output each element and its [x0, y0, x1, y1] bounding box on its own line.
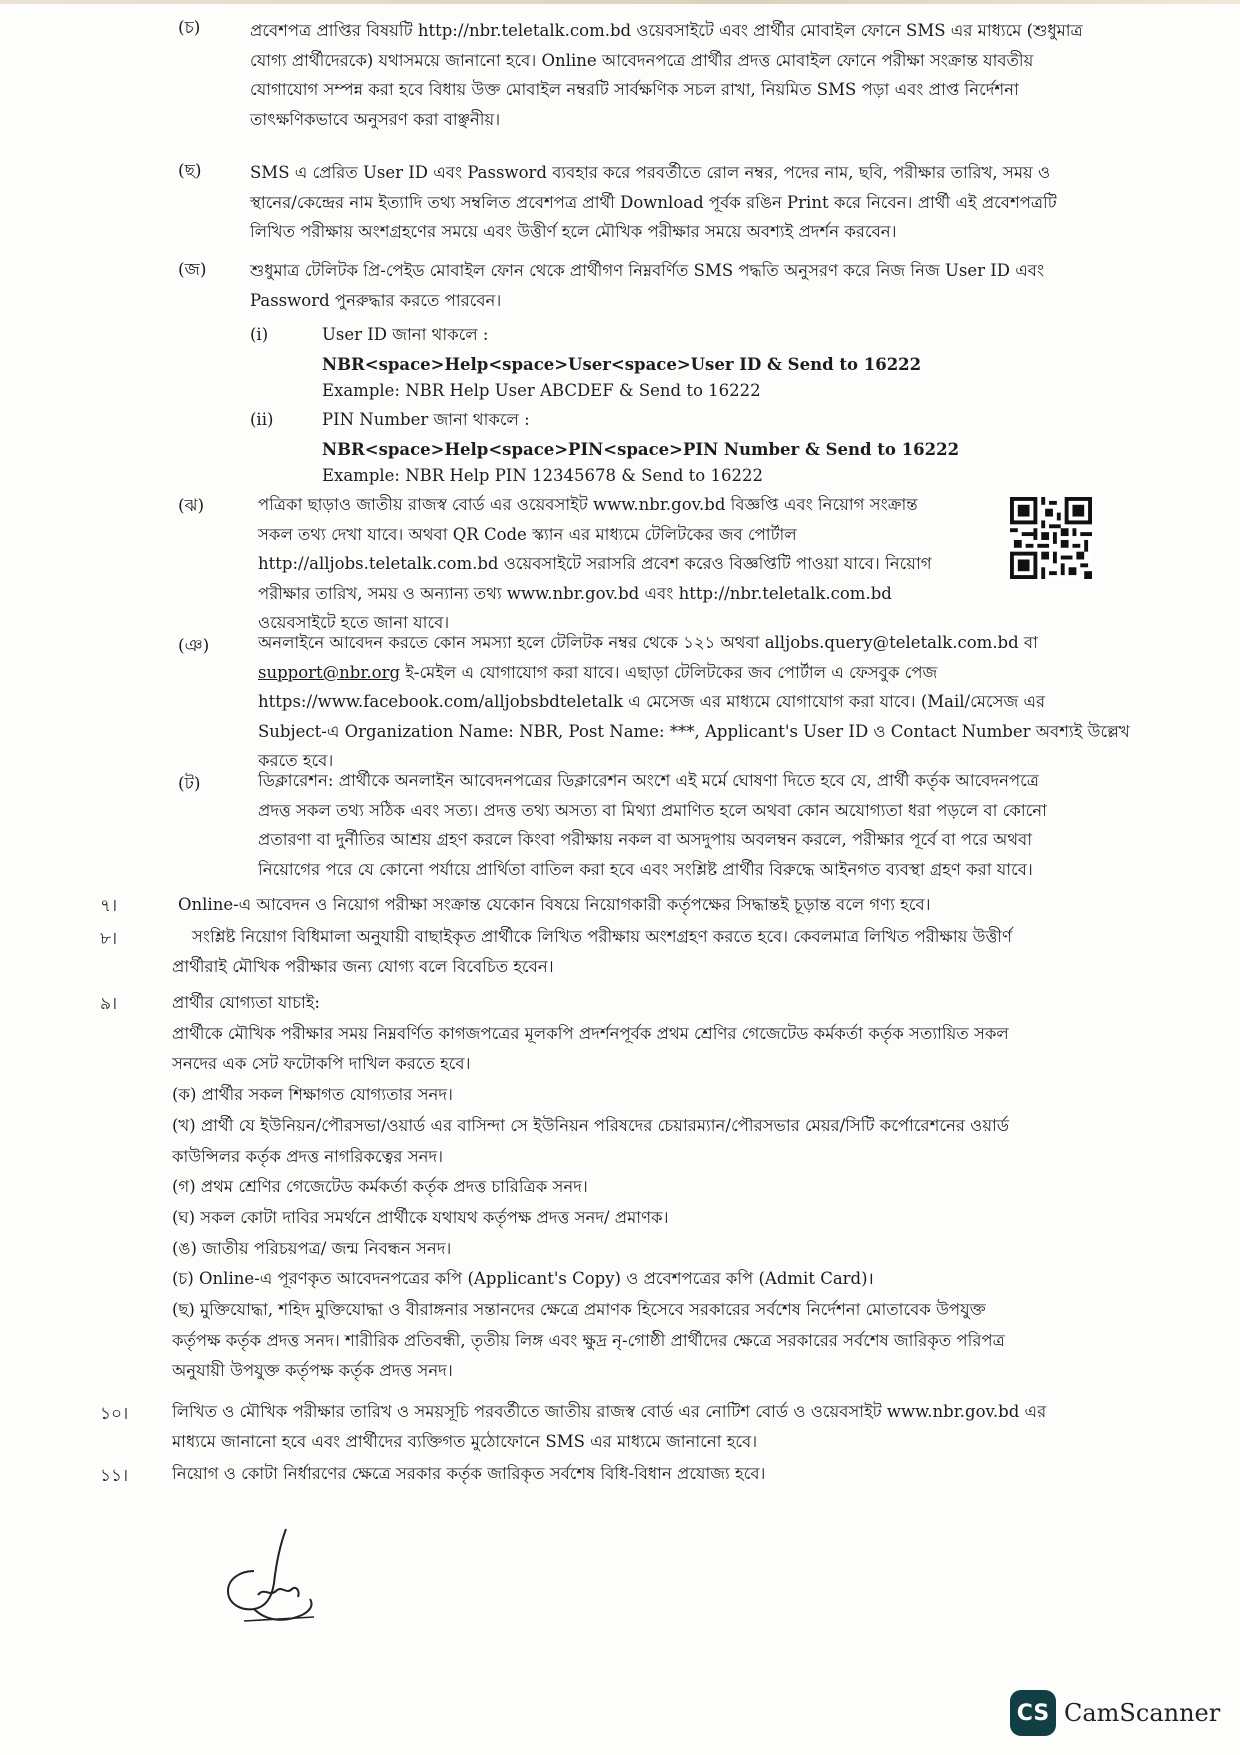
text-line: (ক) প্রার্থীর সকল শিক্ষাগত যোগ্যতার সনদ।	[172, 1085, 453, 1105]
text-line: (ঙ) জাতীয় পরিচয়পত্র/ জন্ম নিবন্ধন সনদ।	[172, 1238, 452, 1258]
item-jha-text	[258, 490, 988, 638]
sms-ii-title: PIN Number জানা থাকলে :	[322, 410, 530, 429]
text-line: প্রবেশপত্র প্রাপ্তির বিষয়টি http://nbr.teletalk.com.bd ওয়েবসাইটে এবং প্রার্থীর মোবাইল ফোনে SMS এর মাধ্যমে (শুধুমাত্র	[250, 21, 1083, 40]
item-label: (ঞ)	[178, 636, 210, 656]
text-line: যোগাযোগ সম্পন্ন করা হবে বিধায় উক্ত মোবাইল নম্বরটি সার্বক্ষণিক সচল রাখা, নিয়মিত SMS পড়া এবং প্রাপ্ত নির্দেশনা	[250, 80, 1019, 99]
item-label: (জ)	[178, 260, 207, 280]
text-line: (খ) প্রার্থী যে ইউনিয়ন/পৌরসভা/ওয়ার্ড এর বাসিন্দা সে ইউনিয়ন পরিষদের চেয়ারম্যান/পৌরসভার মেয়র/সিটি কর্পোরেশনের ওয়ার্ড	[172, 1115, 1009, 1135]
text-line: (গ) প্রথম শ্রেণির গেজেটেড কর্মকর্তা কর্তৃক প্রদত্ত চারিত্রিক সনদ।	[172, 1177, 588, 1197]
text-line: শুধুমাত্র টেলিটক প্রি-পেইড মোবাইল ফোন থেকে প্রার্থীগণ নিম্নবর্ণিত SMS পদ্ধতি অনুসরণ করে নিজ নিজ User ID এবং	[250, 261, 1045, 280]
item-ta-text	[258, 766, 1122, 884]
sms-i-command: NBR<space>Help<space>User<space>User ID & Send to 16222	[322, 355, 922, 374]
signature-mark	[214, 1525, 324, 1635]
section-10-text	[172, 1397, 1122, 1456]
sms-i-title: User ID জানা থাকলে :	[322, 325, 489, 344]
section-number: ৯।	[100, 994, 118, 1014]
section-8-text	[172, 922, 1122, 981]
text-line: (ছ) মুক্তিযোদ্ধা, শহিদ মুক্তিযোদ্ধা ও বীরাঙ্গনার সন্তানদের ক্ষেত্রে প্রমাণক হিসেবে সরকারের সর্বশেষ নির্দেশনা মোতাবেক উপযুক্ত	[172, 1300, 986, 1320]
section-number: ১১।	[100, 1466, 129, 1486]
text-line: মাধ্যমে জানানো হবে এবং প্রার্থীদের ব্যক্তিগত মুঠোফোনে SMS এর মাধ্যমে জানানো হবে।	[172, 1431, 758, 1451]
text-line: Password পুনরুদ্ধার করতে পারবেন।	[250, 290, 502, 310]
text-line: ডিক্লারেশন: প্রার্থীকে অনলাইন আবেদনপত্রের ডিক্লারেশন অংশে এই মর্মে ঘোষণা দিতে হবে যে, প্রার্থী কর্তৃক আবেদনপত্রে	[258, 771, 1039, 790]
text-line: (চ) Online-এ পূরণকৃত আবেদনপত্রের কপি (Applicant's Copy) ও প্রবেশপত্রের কপি (Admit Card)।	[172, 1269, 874, 1289]
section-number: ৭।	[100, 896, 118, 916]
text-line: লিখিত ও মৌখিক পরীক্ষার তারিখ ও সময়সূচি পরবর্তীতে জাতীয় রাজস্ব বোর্ড এর নোটিশ বোর্ড ও ওয়েবসাইট www.nbr.gov.bd এর	[172, 1402, 1047, 1421]
text-line: https://www.facebook.com/alljobsbdteletalk এ মেসেজ এর মাধ্যমে যোগাযোগ করা যাবে। (Mail/মেসেজ এর	[258, 692, 1046, 711]
text-line: যোগ্য প্রার্থীদেরকে) যথাসময়ে জানানো হবে। Online আবেদনপত্রে প্রার্থীর প্রদত্ত মোবাইল ফোনে পরীক্ষা সংক্রান্ত যাবতীয়	[250, 50, 1034, 70]
section-number: ১০।	[100, 1404, 129, 1424]
text-line: প্রার্থীর যোগ্যতা যাচাই:	[172, 993, 320, 1012]
text-line: পত্রিকা ছাড়াও জাতীয় রাজস্ব বোর্ড এর ওয়েবসাইট www.nbr.gov.bd বিজ্ঞপ্তি এবং নিয়োগ সংক্রান্ত	[258, 495, 918, 514]
text-line: লিখিত পরীক্ষায় অংশগ্রহণের সময়ে এবং উত্তীর্ণ হলে মৌখিক পরীক্ষার সময়ে অবশ্যই প্রদর্শন করবেন।	[250, 222, 897, 241]
section-9-text	[172, 988, 1122, 1387]
section-11-text	[172, 1459, 1122, 1489]
text-line: SMS এ প্রেরিত User ID এবং Password ব্যবহার করে পরবর্তীতে রোল নম্বর, পদের নাম, ছবি, পরীক্ষার তারিখ, সময় ও	[250, 163, 1051, 182]
sms-ii-example: Example: NBR Help PIN 12345678 & Send to 16222	[322, 466, 763, 485]
text-line: সনদের এক সেট ফটোকপি দাখিল করতে হবে।	[172, 1054, 471, 1074]
sms-i-label: (i)	[250, 325, 269, 344]
item-label: (চ)	[178, 18, 201, 38]
text-line: প্রার্থীরাই মৌখিক পরীক্ষার জন্য যোগ্য বলে বিবেচিত হবেন।	[172, 956, 554, 976]
qr-code-icon[interactable]	[1010, 497, 1092, 579]
sms-ii-label: (ii)	[250, 410, 274, 429]
text-line: ওয়েবসাইটে হতে জানা যাবে।	[258, 613, 450, 632]
text-line: Online-এ আবেদন ও নিয়োগ পরীক্ষা সংক্রান্ত যেকোন বিষয়ে নিয়োগকারী কর্তৃপক্ষের সিদ্ধান্তই চূড়ান্ত বলে গণ্য হবে।	[178, 895, 931, 914]
text-line: প্রার্থীকে মৌখিক পরীক্ষার সময় নিম্নবর্ণিত কাগজপত্রের মূলকপি প্রদর্শনপূর্বক প্রথম শ্রেণির গেজেটেড কর্মকর্তা কর্তৃক সত্যায়িত সকল	[172, 1023, 1009, 1043]
text-line: support@nbr.org ই-মেইল এ যোগাযোগ করা যাবে। এছাড়া টেলিটকের জব পোর্টাল এ ফেসবুক পেজ	[258, 662, 938, 682]
support-email-link[interactable]: support@nbr.org	[258, 662, 401, 682]
text-line: অনুযায়ী উপযুক্ত কর্তৃপক্ষ কর্তৃক প্রদত্ত সনদ।	[172, 1361, 453, 1381]
camscanner-logo: CS	[1010, 1690, 1056, 1736]
camscanner-watermark	[1010, 1690, 1220, 1736]
text-line: স্থানের/কেন্দ্রের নাম ইত্যাদি তথ্য সম্বলিত প্রবেশপত্র প্রার্থী Download পূর্বক রঙিন Print করে নিবেন। প্রার্থী এই প্রবেশপত্রটি	[250, 192, 1057, 212]
item-label: (ছ)	[178, 161, 202, 181]
text-line: কর্তৃপক্ষ কর্তৃক প্রদত্ত সনদ। শারীরিক প্রতিবন্ধী, তৃতীয় লিঙ্গ এবং ক্ষুদ্র নৃ-গোষ্ঠী প্রার্থীদের ক্ষেত্রে সরকারের সর্বশেষ জারিকৃত পরিপত্র	[172, 1330, 1005, 1350]
section-number: ৮।	[100, 929, 118, 949]
text-line: করতে হবে।	[258, 751, 334, 770]
item-label: (ট)	[178, 774, 201, 794]
text-line: তাৎক্ষণিকভাবে অনুসরণ করা বাঞ্ছনীয়।	[250, 109, 501, 129]
item-nya-text	[258, 628, 1130, 776]
text-line: পরীক্ষার তারিখ, সময় ও অন্যান্য তথ্য www.nbr.gov.bd এবং http://nbr.teletalk.com.bd	[258, 583, 892, 603]
text-line: অনলাইনে আবেদন করতে কোন সমস্যা হলে টেলিটক নম্বর থেকে ১২১ অথবা alljobs.query@teletalk.com.bd বা	[258, 633, 1038, 652]
text-line: প্রতারণা বা দুর্নীতির আশ্রয় গ্রহণ করলে কিংবা পরীক্ষায় নকল বা অসদুপায় অবলম্বন করলে, পরীক্ষার পূর্বে বা পরে অথবা	[258, 830, 1032, 849]
text-line: কাউন্সিলর কর্তৃক প্রদত্ত নাগরিকত্বের সনদ।	[172, 1146, 444, 1166]
section-7-text	[178, 890, 1122, 920]
item-cha-text	[250, 16, 1122, 134]
sms-i-example: Example: NBR Help User ABCDEF & Send to 16222	[322, 381, 761, 400]
item-chha-text	[250, 158, 1122, 247]
sms-ii-command: NBR<space>Help<space>PIN<space>PIN Number & Send to 16222	[322, 440, 960, 459]
item-ja-text	[250, 256, 1122, 315]
text-line: প্রদত্ত সকল তথ্য সঠিক এবং সত্য। প্রদত্ত তথ্য অসত্য বা মিথ্যা প্রমাণিত হলে অথবা কোন অযোগ্যতা ধরা পড়লে বা কোনো	[258, 800, 1047, 820]
camscanner-name: CamScanner	[1064, 1699, 1221, 1727]
text-line: (ঘ) সকল কোটা দাবির সমর্থনে প্রার্থীকে যথাযথ কর্তৃপক্ষ প্রদত্ত সনদ/ প্রমাণক।	[172, 1207, 669, 1227]
text-line: সকল তথ্য দেখা যাবে। অথবা QR Code স্ক্যান এর মাধ্যমে টেলিটকের জব পোর্টাল	[258, 524, 797, 544]
text-line: Subject-এ Organization Name: NBR, Post Name: ***, Applicant's User ID ও Contact Number অবশ্যই উল্লেখ	[258, 721, 1130, 741]
text-line: http://alljobs.teletalk.com.bd ওয়েবসাইটে সরাসরি প্রবেশ করেও বিজ্ঞপ্তিটি পাওয়া যাবে। নিয়োগ	[258, 554, 932, 573]
text-line: নিয়োগের পরে যে কোনো পর্যায়ে প্রার্থিতা বাতিল করা হবে এবং সংশ্লিষ্ট প্রার্থীর বিরুদ্ধে আইনগত ব্যবস্থা গ্রহণ করা যাবে।	[258, 859, 1033, 879]
item-label: (ঝ)	[178, 496, 205, 516]
text-line: সংশ্লিষ্ট নিয়োগ বিধিমালা অনুযায়ী বাছাইকৃত প্রার্থীকে লিখিত পরীক্ষায় অংশগ্রহণ করতে হবে। কেবলমাত্র লিখিত পরীক্ষায় উত্তীর্ণ	[192, 927, 1012, 946]
text-line: নিয়োগ ও কোটা নির্ধারণের ক্ষেত্রে সরকার কর্তৃক জারিকৃত সর্বশেষ বিধি-বিধান প্রযোজ্য হবে।	[172, 1464, 766, 1483]
